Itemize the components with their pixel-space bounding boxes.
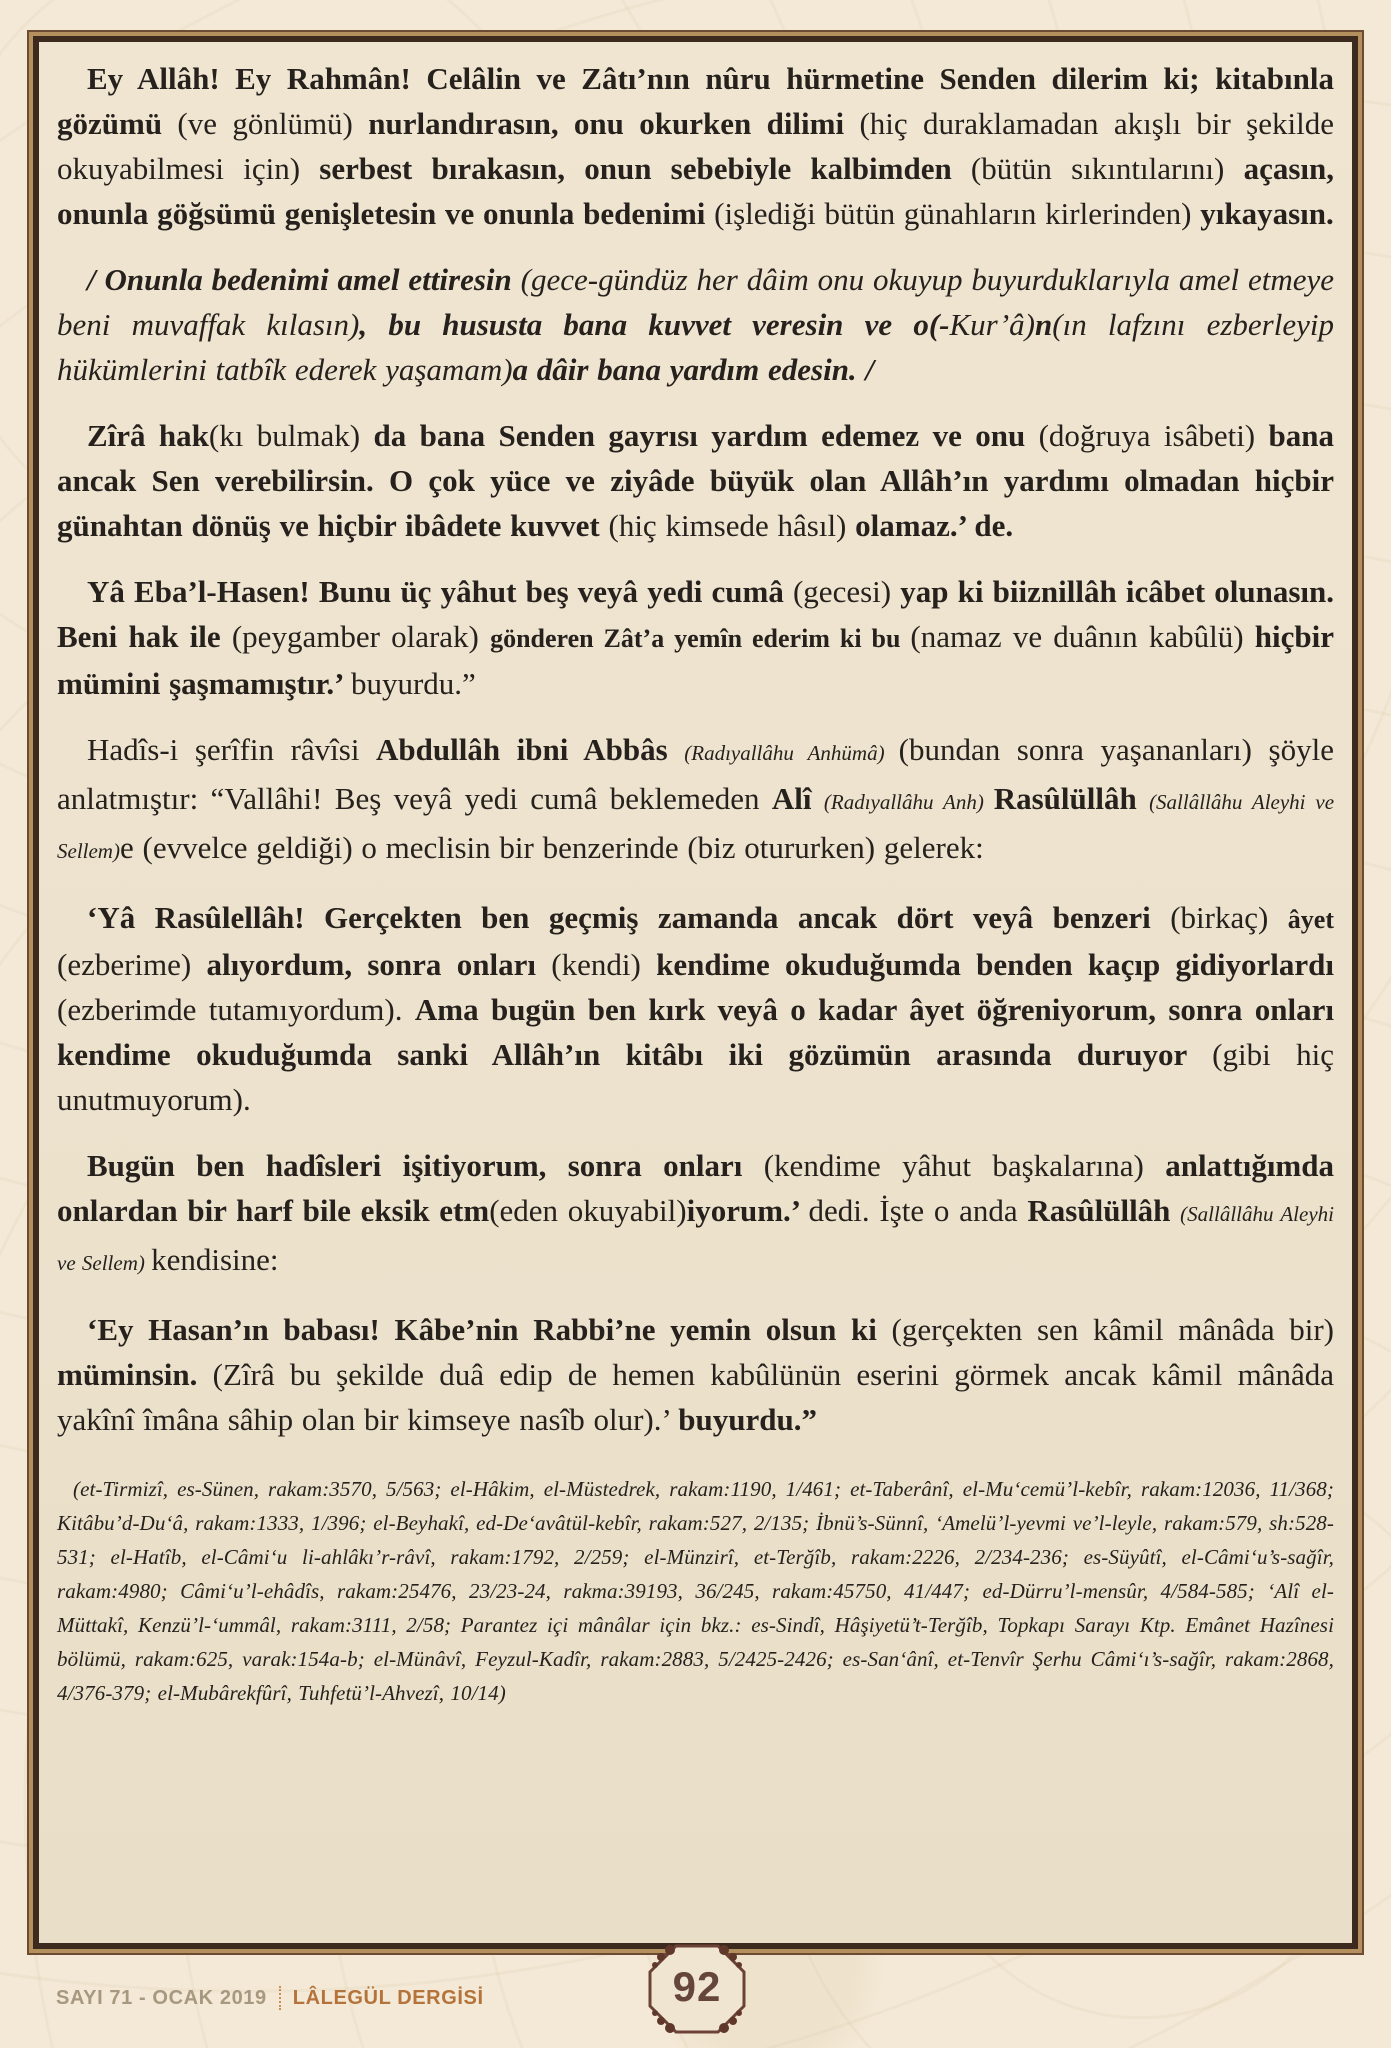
page-frame — [33, 36, 1358, 1949]
text-run: âyet — [1287, 905, 1334, 934]
text-run: alıyordum, sonra onları — [206, 947, 552, 982]
text-run: serbest bırakasın, onun sebebiyle kalbimden — [319, 151, 971, 186]
text-run: (işlediği bütün günahların kirlerinden) — [714, 196, 1201, 231]
text-run: (eden okuyabil) — [489, 1193, 687, 1228]
text-run: (kendime yâhut başkalarına) — [763, 1148, 1166, 1183]
paragraph — [57, 1143, 1334, 1286]
text-run: kendime okuduğumda benden kaçıp gidiyorlardı — [656, 947, 1334, 982]
text-run: Kur’â) — [949, 307, 1036, 342]
text-run: (Sallâllâhu Aleyhi ve Sellem) — [57, 790, 1335, 863]
text-run: Alî — [771, 781, 824, 816]
page-footer — [56, 1986, 484, 2010]
text-run: ‘Yâ Rasûlellâh! Gerçekten ben geçmiş zamanda ancak dört veyâ benzeri — [87, 900, 1171, 935]
text-run: Abdullâh ibni Abbâs — [376, 732, 685, 767]
paragraph — [57, 56, 1334, 236]
text-run: (kendi) — [551, 947, 657, 982]
text-run: (peygamber olarak) — [231, 619, 491, 654]
page-number-badge — [642, 1936, 752, 2042]
text-run: Yâ Eba’l-Hasen! Bunu üç yâhut beş veyâ yedi cumâ — [87, 574, 793, 609]
text-run: (doğruya isâbeti) — [1038, 418, 1269, 453]
paragraph — [57, 569, 1334, 706]
text-run: bana ancak Sen verebilirsin. O çok yüce ve ziyâde büyük olan Allâh’ın yardımı olmadan hiçbir günahtan dönüş ve hiçbir ibâdete kuvvet — [57, 418, 1335, 543]
text-run: (ezberimde tutamıyordum). — [57, 992, 415, 1027]
text-run: (gerçekten sen kâmil mânâda bir) — [891, 1312, 1335, 1347]
text-run: (et-Tirmizî, es-Sünen, rakam:3570, 5/563; el-Hâkim, el-Müstedrek, rakam:1190, 1/461; et-Taberânî, el-Mu‘cemü’l-kebîr, rakam:12036, 11/368; Kitâbu’d-Du‘â, rakam:1333, 1/396; el-Beyhakî, ed-De‘avâtül-kebîr, rakam:527, 2/135; İbnü’s-Sünnî, ‘Amelü’l-yevmi ve’l-leyle, rakam:579, sh:528-531; el-Hatîb, el-Câmi‘u li-ahlâkı’r-râvî, rakam:1792, 2/259; el-Münzirî, et-Terğîb, rakam:2226, 2/234-236; es-Süyûtî, el-Câmi‘u’s-sağîr, rakam:4980; Câmi‘u’l-ehâdîs, rakam:25476, 23/23-24, rakma:39193, 36/245, rakam:45750, 41/447; ed-Dürru’l-mensûr, 4/584-585; ‘Alî el-Müttakî, Kenzü’l-‘ummâl, rakam:3111, 2/58; Parantez içi mânâlar için bkz.: es-Sindî, Hâşiyetü’t-Terğîb, Topkapı Sarayı Ktp. Emânet Hazînesi bölümü, rakam:625, varak:154a-b; el-Münâvî, Feyzul-Kadîr, rakam:2883, 5/2425-2426; es-San‘ânî, et-Tenvîr Şerhu Câmi‘ı’s-sağîr, rakam:2868, 4/376-379; el-Mubârekfûrî, Tuhfetü’l-Ahvezî, 10/14) — [57, 1477, 1334, 1705]
article-body — [39, 42, 1352, 1943]
text-run: (gece-gündüz her dâim onu okuyup buyurduklarıyla amel etmeye beni muvaffak kılasın) — [57, 262, 1334, 342]
text-run: nurlandırasın, onu okurken dilimi — [368, 106, 860, 141]
text-run: kendisine: — [151, 1242, 279, 1277]
text-run: (hiç kimsede hâsıl) — [608, 508, 856, 543]
text-run: (bundan sonra yaşananları) şöyle anlatmıştır: “Vallâhi! Beş veyâ yedi cumâ beklemeden — [57, 732, 1334, 816]
text-run: Hadîs-i şerîfin râvîsi — [87, 732, 377, 767]
text-run: n — [1035, 307, 1053, 342]
text-run: ‘Ey Hasan’ın babası! Kâbe’nin Rabbi’ne yemin olsun ki — [87, 1312, 892, 1347]
text-run: / Onunla bedenimi amel ettiresin — [87, 262, 521, 297]
citation — [57, 1472, 1334, 1710]
text-run: Rasûlüllâh — [1027, 1193, 1181, 1228]
page-number: 92 — [672, 1963, 722, 2010]
text-run: yap ki biiznillâh icâbet olunasın. Beni hak ile — [57, 574, 1334, 654]
text-run: gönderen Zât’a yemîn ederim ki bu — [490, 624, 911, 653]
text-run: (namaz ve duânın kabûlü) — [910, 619, 1255, 654]
text-run: yıkayasın. — [1200, 196, 1334, 231]
text-run: (Zîrâ bu şekilde duâ edip de hemen kabûlünün eserini görmek ancak kâmil mânâda yakînî îmâna sâhip olan bir kimseye nasîb olur).’ — [57, 1357, 1334, 1437]
text-run: Bugün ben hadîsleri işitiyorum, sonra onları — [87, 1148, 764, 1183]
footer-divider — [279, 1986, 281, 2010]
paragraph — [57, 1307, 1334, 1442]
issue-label: SAYI 71 - OCAK 2019 — [56, 1986, 267, 2009]
text-run: (hiç duraklamadan akışlı bir şekilde okuyabilmesi için) — [57, 106, 1334, 186]
text-run: olamaz.’ de. — [855, 508, 1014, 543]
text-run: buyurdu.” — [678, 1402, 817, 1437]
text-run: (birkaç) — [1170, 900, 1288, 935]
text-run: (ın lafzını ezberleyip hükümlerini tatbîk ederek yaşamam) — [57, 307, 1334, 387]
text-run: müminsin. — [57, 1357, 213, 1392]
magazine-label: LÂLEGÜL DERGİSİ — [292, 1986, 484, 2009]
text-run: (Radıyallâhu Anhümâ) — [684, 741, 899, 765]
text-run: (gibi hiç unutmuyorum). — [57, 1037, 1335, 1117]
text-run: iyorum.’ — [686, 1193, 809, 1228]
text-run: açasın, onunla göğsümü genişletesin ve onunla bedenimi — [57, 151, 1334, 231]
text-run: (bütün sıkıntılarını) — [970, 151, 1244, 186]
text-run: (kı bulmak) — [208, 418, 374, 453]
text-run: da bana Senden gayrısı yardım edemez ve onu — [373, 418, 1039, 453]
text-run: (ezberime) — [57, 947, 207, 982]
text-run: Ey Allâh! Ey Rahmân! Celâlin ve Zâtı’nın nûru hürmetine Senden dilerim ki; kitabınla gözümü — [57, 61, 1334, 141]
text-run: (Radıyallâhu Anh) — [823, 790, 994, 814]
text-run: dedi. İşte o anda — [808, 1193, 1028, 1228]
paragraph — [57, 727, 1334, 874]
text-run: (gecesi) — [792, 574, 901, 609]
text-run: , bu hususta bana kuvvet veresin ve o(- — [359, 307, 950, 342]
text-run: Ama bugün ben kırk veyâ o kadar âyet öğreniyorum, sonra onları kendime okuduğumda sanki Allâh’ın kitâbı iki gözümün arasında duruyor — [57, 992, 1334, 1072]
text-run: (Sallâllâhu Aleyhi ve Sellem) — [57, 1202, 1334, 1275]
text-run: e (evvelce geldiği) o meclisin bir benzerinde (biz otururken) gelerek: — [119, 830, 984, 865]
paragraph — [57, 895, 1334, 1122]
text-run: buyurdu.” — [350, 666, 476, 701]
article-text — [57, 56, 1334, 1710]
paragraph — [57, 413, 1334, 548]
text-run: Rasûlüllâh — [993, 781, 1150, 816]
text-run: Zîrâ hak — [87, 418, 209, 453]
paragraph — [57, 257, 1334, 392]
text-run: a dâir bana yardım edesin. / — [512, 352, 875, 387]
text-run: (ve gönlümü) — [177, 106, 369, 141]
text-run: hiçbir mümini şaşmamıştır.’ — [57, 619, 1334, 701]
text-run: anlattığımda onlardan bir harf bile eksik etm — [57, 1148, 1334, 1228]
